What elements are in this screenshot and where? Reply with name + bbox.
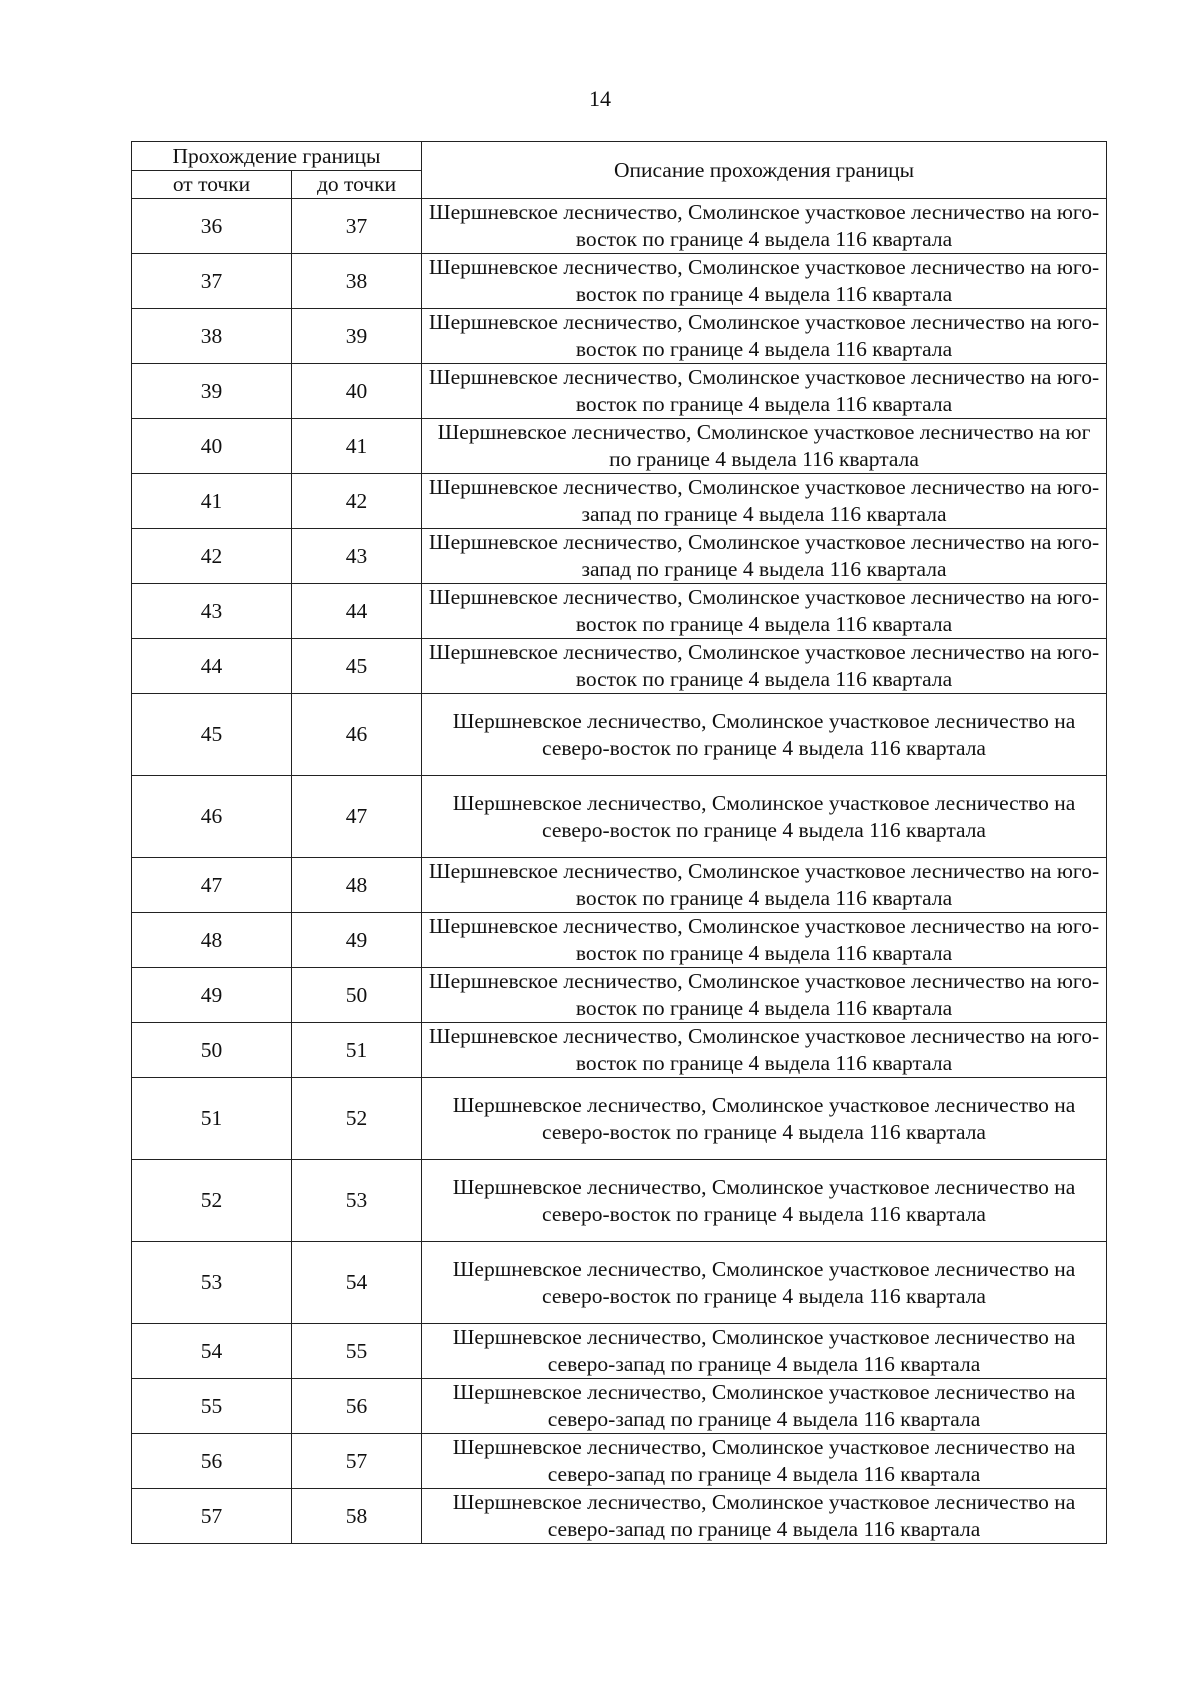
to-point-cell: 48 [292, 858, 422, 913]
to-point-cell: 42 [292, 474, 422, 529]
to-point-cell: 56 [292, 1379, 422, 1434]
to-point-cell: 58 [292, 1489, 422, 1544]
from-point-cell: 42 [132, 529, 292, 584]
description-cell: Шершневское лесничество, Смолинское участковое лесничество на юго-восток по границе 4 выдела 116 квартала [422, 1023, 1107, 1078]
to-point-cell: 41 [292, 419, 422, 474]
to-point-cell: 49 [292, 913, 422, 968]
from-point-cell: 43 [132, 584, 292, 639]
description-cell: Шершневское лесничество, Смолинское участковое лесничество на северо-восток по границе 4 выдела 116 квартала [422, 1078, 1107, 1160]
page-number: 14 [589, 86, 611, 111]
from-point-cell: 52 [132, 1160, 292, 1242]
to-point-cell: 54 [292, 1242, 422, 1324]
to-point-cell: 47 [292, 776, 422, 858]
table-row [132, 776, 1107, 858]
description-cell: Шершневское лесничество, Смолинское участковое лесничество на юго-восток по границе 4 выдела 116 квартала [422, 254, 1107, 309]
table-row [132, 1023, 1107, 1078]
table-row [132, 639, 1107, 694]
header-description: Описание прохождения границы [422, 142, 1107, 199]
table-body [132, 199, 1107, 1544]
description-cell: Шершневское лесничество, Смолинское участковое лесничество на юго-восток по границе 4 выдела 116 квартала [422, 199, 1107, 254]
description-cell: Шершневское лесничество, Смолинское участковое лесничество на северо-восток по границе 4 выдела 116 квартала [422, 694, 1107, 776]
header-from-point: от точки [132, 171, 292, 199]
to-point-cell: 37 [292, 199, 422, 254]
from-point-cell: 56 [132, 1434, 292, 1489]
to-point-cell: 53 [292, 1160, 422, 1242]
table-row [132, 913, 1107, 968]
from-point-cell: 39 [132, 364, 292, 419]
table-row [132, 858, 1107, 913]
table-row [132, 419, 1107, 474]
description-cell: Шершневское лесничество, Смолинское участковое лесничество на юг по границе 4 выдела 116 квартала [422, 419, 1107, 474]
description-cell: Шершневское лесничество, Смолинское участковое лесничество на юго-запад по границе 4 выдела 116 квартала [422, 529, 1107, 584]
description-cell: Шершневское лесничество, Смолинское участковое лесничество на юго-восток по границе 4 выдела 116 квартала [422, 584, 1107, 639]
description-cell: Шершневское лесничество, Смолинское участковое лесничество на северо-запад по границе 4 выдела 116 квартала [422, 1324, 1107, 1379]
to-point-cell: 51 [292, 1023, 422, 1078]
description-cell: Шершневское лесничество, Смолинское участковое лесничество на юго-запад по границе 4 выдела 116 квартала [422, 474, 1107, 529]
from-point-cell: 45 [132, 694, 292, 776]
to-point-cell: 52 [292, 1078, 422, 1160]
from-point-cell: 50 [132, 1023, 292, 1078]
from-point-cell: 54 [132, 1324, 292, 1379]
from-point-cell: 46 [132, 776, 292, 858]
from-point-cell: 49 [132, 968, 292, 1023]
table-row [132, 968, 1107, 1023]
table-row [132, 364, 1107, 419]
table-row [132, 529, 1107, 584]
description-cell: Шершневское лесничество, Смолинское участковое лесничество на юго-восток по границе 4 выдела 116 квартала [422, 913, 1107, 968]
from-point-cell: 44 [132, 639, 292, 694]
from-point-cell: 53 [132, 1242, 292, 1324]
description-cell: Шершневское лесничество, Смолинское участковое лесничество на северо-восток по границе 4 выдела 116 квартала [422, 1160, 1107, 1242]
table-header [132, 142, 1107, 199]
from-point-cell: 57 [132, 1489, 292, 1544]
table-row [132, 254, 1107, 309]
to-point-cell: 46 [292, 694, 422, 776]
description-cell: Шершневское лесничество, Смолинское участковое лесничество на юго-восток по границе 4 выдела 116 квартала [422, 968, 1107, 1023]
from-point-cell: 41 [132, 474, 292, 529]
from-point-cell: 47 [132, 858, 292, 913]
description-cell: Шершневское лесничество, Смолинское участковое лесничество на северо-запад по границе 4 выдела 116 квартала [422, 1379, 1107, 1434]
boundary-table [131, 141, 1107, 1544]
to-point-cell: 55 [292, 1324, 422, 1379]
to-point-cell: 40 [292, 364, 422, 419]
to-point-cell: 45 [292, 639, 422, 694]
description-cell: Шершневское лесничество, Смолинское участковое лесничество на юго-восток по границе 4 выдела 116 квартала [422, 309, 1107, 364]
header-boundary-passage: Прохождение границы [132, 142, 422, 171]
from-point-cell: 37 [132, 254, 292, 309]
description-cell: Шершневское лесничество, Смолинское участковое лесничество на северо-восток по границе 4 выдела 116 квартала [422, 776, 1107, 858]
table-row [132, 1434, 1107, 1489]
table-row [132, 1242, 1107, 1324]
description-cell: Шершневское лесничество, Смолинское участковое лесничество на юго-восток по границе 4 выдела 116 квартала [422, 639, 1107, 694]
description-cell: Шершневское лесничество, Смолинское участковое лесничество на юго-восток по границе 4 выдела 116 квартала [422, 858, 1107, 913]
description-cell: Шершневское лесничество, Смолинское участковое лесничество на северо-запад по границе 4 выдела 116 квартала [422, 1434, 1107, 1489]
table-row [132, 1379, 1107, 1434]
table-row [132, 1160, 1107, 1242]
table-row [132, 309, 1107, 364]
to-point-cell: 50 [292, 968, 422, 1023]
to-point-cell: 39 [292, 309, 422, 364]
table-row [132, 474, 1107, 529]
description-cell: Шершневское лесничество, Смолинское участковое лесничество на юго-восток по границе 4 выдела 116 квартала [422, 364, 1107, 419]
to-point-cell: 44 [292, 584, 422, 639]
table-row [132, 1324, 1107, 1379]
table-row [132, 1489, 1107, 1544]
from-point-cell: 55 [132, 1379, 292, 1434]
from-point-cell: 40 [132, 419, 292, 474]
to-point-cell: 38 [292, 254, 422, 309]
from-point-cell: 38 [132, 309, 292, 364]
description-cell: Шершневское лесничество, Смолинское участковое лесничество на северо-восток по границе 4 выдела 116 квартала [422, 1242, 1107, 1324]
table-row [132, 694, 1107, 776]
table-row [132, 1078, 1107, 1160]
description-cell: Шершневское лесничество, Смолинское участковое лесничество на северо-запад по границе 4 выдела 116 квартала [422, 1489, 1107, 1544]
header-to-point: до точки [292, 171, 422, 199]
from-point-cell: 51 [132, 1078, 292, 1160]
table-row [132, 584, 1107, 639]
from-point-cell: 36 [132, 199, 292, 254]
from-point-cell: 48 [132, 913, 292, 968]
to-point-cell: 57 [292, 1434, 422, 1489]
table-row [132, 199, 1107, 254]
to-point-cell: 43 [292, 529, 422, 584]
